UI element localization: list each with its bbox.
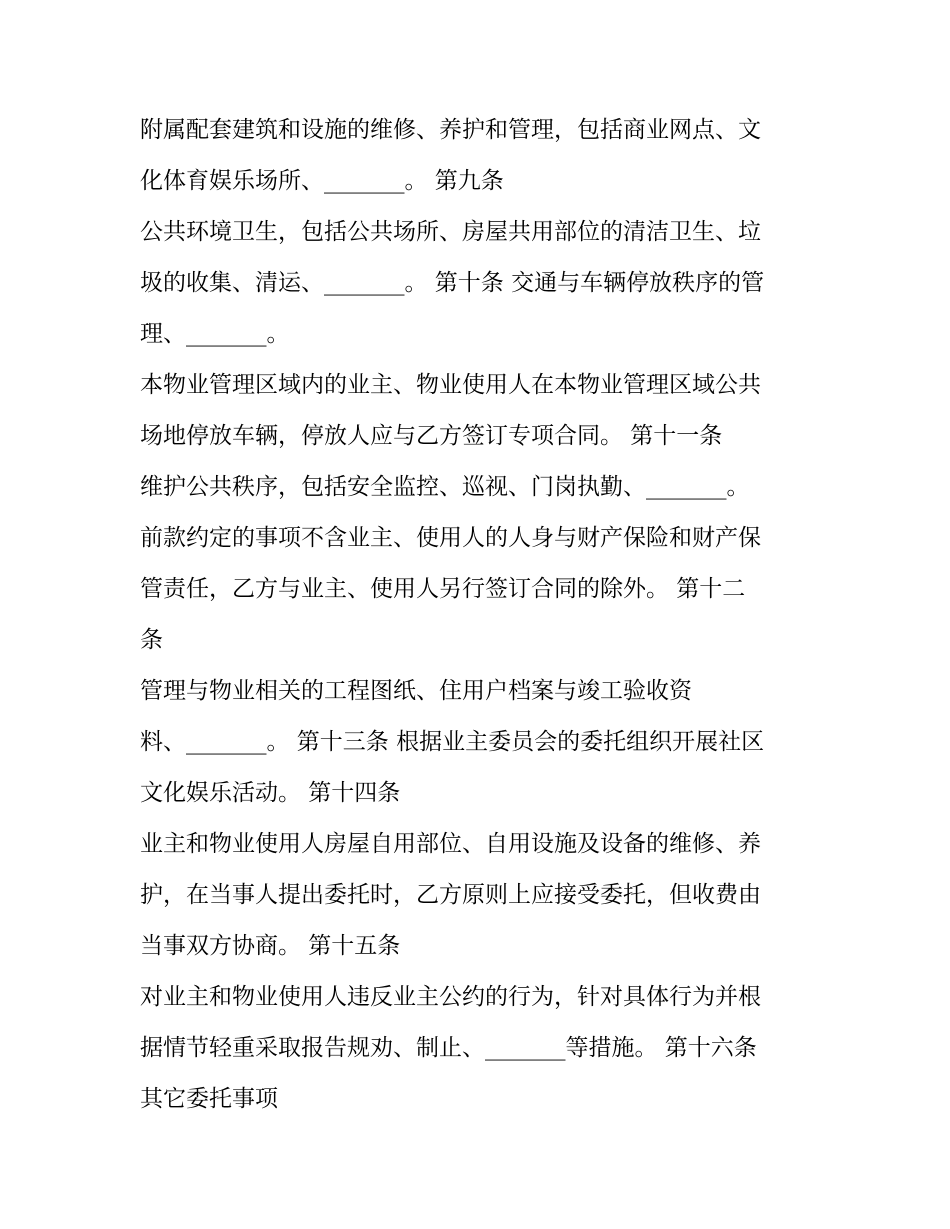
text-line: 维护公共秩序，包括安全监控、巡视、门岗执勤、_______。 bbox=[140, 474, 750, 500]
text-line: 本物业管理区域内的业主、物业使用人在本物业管理区域公共 bbox=[140, 372, 761, 398]
text-line: 化体育娱乐场所、_______。 第九条 bbox=[140, 168, 504, 194]
text-line: 公共环境卫生，包括公共场所、房屋共用部位的清洁卫生、垃 bbox=[140, 219, 761, 245]
text-line: 附属配套建筑和设施的维修、养护和管理，包括商业网点、文 bbox=[140, 117, 761, 143]
text-line: 护，在当事人提出委托时，乙方原则上应接受委托，但收费由 bbox=[140, 882, 761, 908]
text-line: 理、_______。 bbox=[140, 321, 290, 347]
text-line: 场地停放车辆，停放人应与乙方签订专项合同。 第十一条 bbox=[140, 423, 723, 449]
text-line: 管理与物业相关的工程图纸、住用户档案与竣工验收资 bbox=[140, 678, 692, 704]
text-line: 文化娱乐活动。 第十四条 bbox=[140, 780, 401, 806]
text-line: 前款约定的事项不含业主、使用人的人身与财产保险和财产保 bbox=[140, 525, 761, 551]
text-line: 当事双方协商。 第十五条 bbox=[140, 933, 401, 959]
text-line: 其它委托事项 bbox=[140, 1086, 278, 1112]
text-line: 对业主和物业使用人违反业主公约的行为，针对具体行为并根 bbox=[140, 984, 761, 1010]
text-line: 管责任，乙方与业主、使用人另行签订合同的除外。 第十二 bbox=[140, 576, 746, 602]
text-line: 业主和物业使用人房屋自用部位、自用设施及设备的维修、养 bbox=[140, 831, 761, 857]
text-line: 圾的收集、清运、_______。 第十条 交通与车辆停放秩序的管 bbox=[140, 270, 765, 296]
text-line: 条 bbox=[140, 627, 163, 653]
text-line: 据情节轻重采取报告规劝、制止、_______等措施。 第十六条 bbox=[140, 1035, 757, 1061]
text-line: 料、_______。 第十三条 根据业主委员会的委托组织开展社区 bbox=[140, 729, 765, 755]
